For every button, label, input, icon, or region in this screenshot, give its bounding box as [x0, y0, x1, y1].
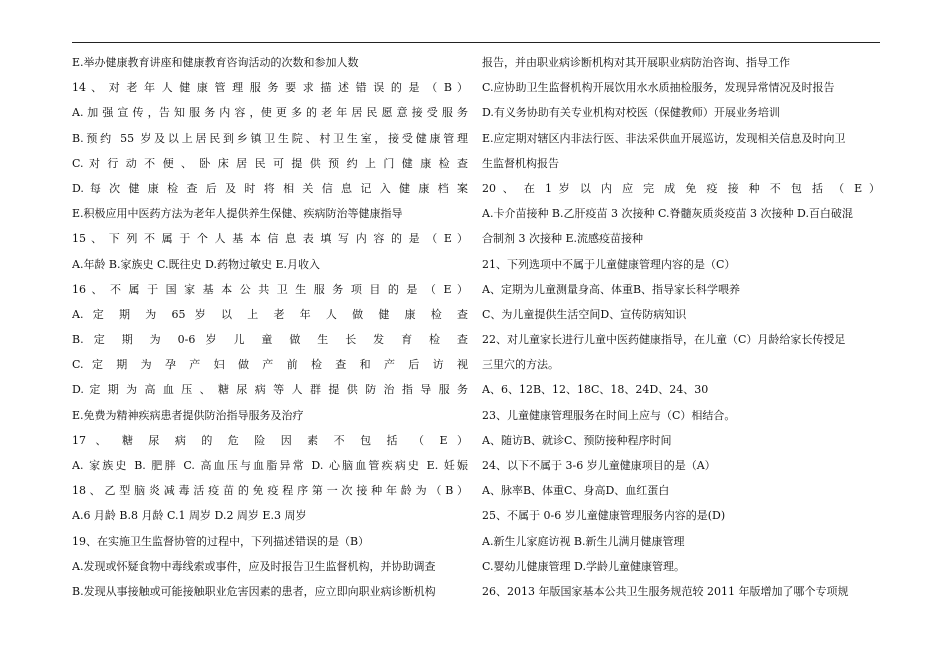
- text-line: 26、2013 年版国家基本公共卫生服务规范较 2011 年版增加了哪个专项规: [482, 584, 849, 598]
- text-line: 17 、 糖 尿 病 的 危 险 因 素 不 包 括 （ E ）: [72, 433, 468, 447]
- text-line: 18 、 乙 型 脑 炎 减 毒 活 疫 苗 的 免 疫 程 序 第 一 次 接 种 年 龄 为 （ B ）: [72, 484, 468, 498]
- text-line: 24、以下不属于 3-6 岁儿童健康项目的是（A）: [482, 459, 716, 472]
- text-line: B.发现从事接触或可能接触职业危害因素的患者，应立即向职业病诊断机构: [72, 584, 436, 598]
- text-line: B. 定 期 为 0-6 岁 儿 童 做 生 长 发 育 检 查: [72, 333, 468, 347]
- text-line: E.免费为精神疾病患者提供防治指导服务及治疗: [72, 408, 304, 422]
- text-line: A. 家族史 B. 肥胖 C. 高血压与血脂异常 D. 心脑血管疾病史 E. 妊娠: [72, 459, 468, 472]
- text-line: A.6 月龄 B.8 月龄 C.1 周岁 D.2 周岁 E.3 周岁: [72, 509, 307, 523]
- text-line: C.应协助卫生监督机构开展饮用水水质抽检服务，发现异常情况及时报告: [482, 81, 835, 95]
- text-line: D. 定 期 为 高 血 压 、 糖 尿 病 等 人 群 提 供 防 治 指 导 服 务: [72, 383, 468, 397]
- right-column: [482, 50, 880, 604]
- text-line: A、随访B、就诊C、预防接种程序时间: [482, 433, 672, 447]
- text-line: C. 定 期 为 孕 产 妇 做 产 前 检 查 和 产 后 访 视: [72, 358, 468, 372]
- text-line: A、6、12B、12、18C、18、24D、24、30: [482, 383, 709, 397]
- text-line: D.有义务协助有关专业机构对校医（保健教师）开展业务培训: [482, 106, 780, 120]
- left-column: [72, 50, 468, 604]
- text-line: 16 、 不 属 于 国 家 基 本 公 共 卫 生 服 务 项 目 的 是 （ E ）: [72, 282, 468, 296]
- text-line: 19、在实施卫生监督协管的过程中，下列描述错误的是（B）: [72, 534, 370, 548]
- text-line: C. 对 行 动 不 便 、 卧 床 居 民 可 提 供 预 约 上 门 健 康 检 查: [72, 156, 468, 170]
- text-line: 生监督机构报告: [482, 156, 559, 170]
- text-line: A. 加 强 宣 传 ，告 知 服 务 内 容 ，使 更 多 的 老 年 居 民 愿 意 接 受 服 务: [72, 106, 468, 120]
- text-line: 23、儿童健康管理服务在时间上应与（C）相结合。: [482, 408, 736, 422]
- text-line: E.积极应用中医药方法为老年人提供养生保健、疾病防治等健康指导: [72, 207, 403, 221]
- text-line: 21、下列选项中不属于儿童健康管理内容的是（C）: [482, 257, 736, 271]
- text-line: 报告，并由职业病诊断机构对其开展职业病防治咨询、指导工作: [482, 56, 790, 69]
- text-line: D. 每 次 健 康 检 查 后 及 时 将 相 关 信 息 记 入 健 康 档 案: [72, 181, 468, 195]
- text-line: B.预约 55 岁及以上居民到乡镇卫生院、村卫生室，接受健康管理: [72, 131, 468, 145]
- text-line: 三里穴的方法。: [482, 358, 559, 372]
- text-line: A. 定 期 为 65 岁 以 上 老 年 人 做 健 康 检 查: [72, 307, 468, 321]
- text-line: A.卡介苗接种 B.乙肝疫苗 3 次接种 C.脊髓灰质炎疫苗 3 次接种 D.百白破混: [482, 207, 853, 221]
- text-line: 25、不属于 0-6 岁儿童健康管理服务内容的是(D): [482, 509, 726, 523]
- text-line: A.发现或怀疑食物中毒线索或事件，应及时报告卫生监督机构，并协助调查: [72, 559, 436, 573]
- text-line: C.婴幼儿健康管理 D.学龄儿童健康管理。: [482, 559, 685, 573]
- text-line: A.年龄 B.家族史 C.既往史 D.药物过敏史 E.月收入: [72, 257, 320, 271]
- header-rule: [72, 42, 880, 43]
- text-line: 14 、 对 老 年 人 健 康 管 理 服 务 要 求 描 述 错 误 的 是 （ B ）: [72, 81, 468, 95]
- text-line: 20 、 在 1 岁 以 内 应 完 成 免 疫 接 种 不 包 括 （ E ）: [482, 181, 880, 195]
- text-line: E.应定期对辖区内非法行医、非法采供血开展巡访，发现相关信息及时向卫: [482, 131, 846, 145]
- text-line: 22、对儿童家长进行儿童中医药健康指导，在儿童（C）月龄给家长传授足: [482, 333, 846, 347]
- text-line: A.新生儿家庭访视 B.新生儿满月健康管理: [482, 534, 685, 548]
- text-line: A、定期为儿童测量身高、体重B、指导家长科学喂养: [482, 282, 741, 296]
- text-line: A、脉率B、体重C、身高D、血红蛋白: [482, 484, 670, 498]
- text-line: 合制剂 3 次接种 E.流感疫苗接种: [482, 232, 644, 246]
- text-line: C、为儿童提供生活空间D、宣传防病知识: [482, 307, 687, 321]
- text-line: 15 、 下 列 不 属 于 个 人 基 本 信 息 表 填 写 内 容 的 是 （ E ）: [72, 232, 468, 246]
- text-line: E.举办健康教育讲座和健康教育咨询活动的次数和参加人数: [72, 56, 359, 69]
